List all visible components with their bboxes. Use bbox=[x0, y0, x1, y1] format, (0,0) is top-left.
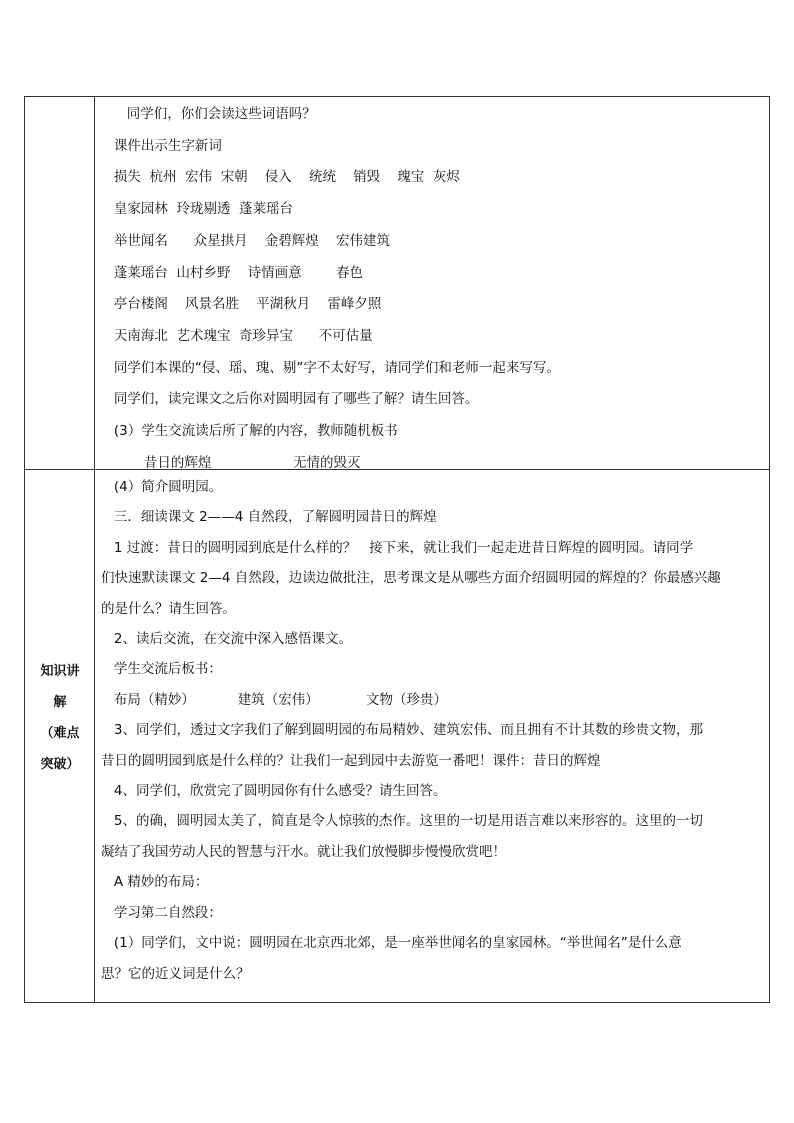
text-line: 昔日的辉煌 无情的毁灭 bbox=[101, 454, 361, 471]
row-label-cell-empty bbox=[25, 97, 95, 469]
text-line: 凝结了我国劳动人民的智慧与汗水。就让我们放慢脚步慢慢欣赏吧！ bbox=[101, 843, 506, 860]
text-line: 的是什么？请生回答。 bbox=[101, 600, 236, 617]
text-line: 同学们本课的“侵、瑶、瑰、剔”字不太好写，请同学们和老师一起来写写。 bbox=[101, 359, 560, 376]
text-line: 蓬莱瑶台 山村乡野 诗情画意 春色 bbox=[101, 264, 363, 281]
row-label-cell bbox=[25, 470, 95, 1002]
text-line: 昔日的圆明园到底是什么样的？让我们一起到园中去游览一番吧！课件：昔日的辉煌 bbox=[101, 752, 601, 769]
text-line: 5、的确，圆明园太美了，简直是令人惊骇的杰作。这里的一切是用语言难以来形容的。这里的一切 bbox=[101, 813, 703, 830]
text-line: 学生交流后板书： bbox=[101, 661, 222, 678]
table-row-vocabulary bbox=[25, 97, 769, 469]
text-line: 三．细读课文 2——4 自然段，了解圆明园昔日的辉煌 bbox=[101, 509, 437, 526]
text-line: 3、同学们，透过文字我们了解到圆明园的布局精妙、建筑宏伟、而且拥有不计其数的珍贵文物，那 bbox=[101, 722, 703, 739]
text-line: (3）学生交流读后所了解的内容，教师随机板书 bbox=[101, 423, 398, 440]
text-line: 学习第二自然段： bbox=[101, 904, 222, 921]
row-label-line: 知识讲 bbox=[40, 664, 80, 679]
text-line: 皇家园林 玲珑剔透 蓬莱瑶台 bbox=[101, 201, 294, 218]
text-line: 1 过渡：昔日的圆明园到底是什么样的？ 接下来，就让我们一起走进昔日辉煌的圆明园。请同学 bbox=[101, 539, 694, 556]
text-line: 布局（精妙） 建筑（宏伟） 文物（珍贵） bbox=[101, 691, 447, 708]
lesson-table bbox=[24, 96, 770, 1003]
row-label-line: 突破） bbox=[40, 757, 80, 772]
content-cell-knowledge bbox=[95, 470, 769, 1002]
row-label-line: 解 bbox=[53, 695, 67, 710]
text-line: (1）同学们，文中说：圆明园在北京西北郊，是一座举世闻名的皇家园林。“举世闻名”是什么意 bbox=[101, 935, 682, 952]
text-line: 亭台楼阁 风景名胜 平湖秋月 雷峰夕照 bbox=[101, 296, 382, 313]
text-line: 天南海北 艺术瑰宝 奇珍异宝 不可估量 bbox=[101, 327, 373, 344]
text-line: 们快速默读课文 2—4 自然段，边读边做批注，思考课文是从哪些方面介绍圆明园的辉煌的？你最感兴趣 bbox=[101, 570, 721, 587]
table-row-knowledge bbox=[25, 469, 769, 1002]
text-line: 2、读后交流，在交流中深入感悟课文。 bbox=[101, 631, 352, 648]
text-line: 举世闻名 众星拱月 金碧辉煌 宏伟建筑 bbox=[101, 232, 390, 249]
text-line: 同学们，读完课文之后你对圆明园有了哪些了解？请生回答。 bbox=[101, 391, 479, 408]
text-line: 同学们，你们会读这些词语吗？ bbox=[101, 106, 316, 122]
text-line: 思？它的近义词是什么？ bbox=[101, 965, 250, 982]
text-line: 4、同学们，欣赏完了圆明园你有什么感受？请生回答。 bbox=[101, 783, 447, 800]
text-line: (4）简介圆明园。 bbox=[101, 479, 223, 495]
row-label-line: （难点 bbox=[40, 726, 80, 741]
text-line: 损失 杭州 宏伟 宋朝 侵入 统统 销毁 瑰宝 灰烬 bbox=[101, 169, 460, 186]
text-line: 课件出示生字新词 bbox=[101, 137, 222, 154]
content-cell-vocabulary bbox=[95, 97, 769, 469]
text-line: A 精妙的布局： bbox=[101, 874, 209, 891]
